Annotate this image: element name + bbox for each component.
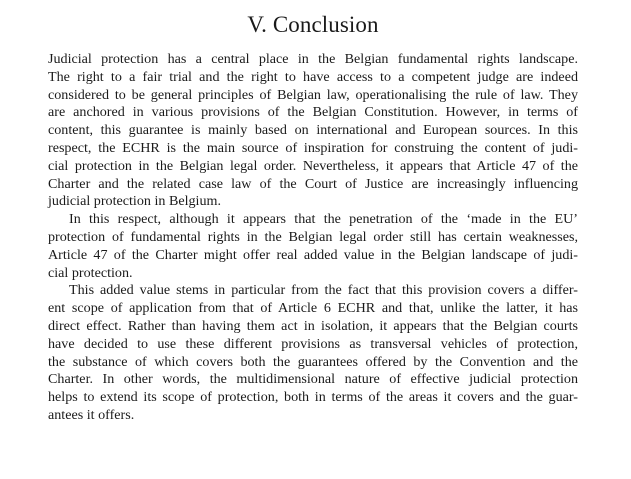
document-page	[48, 0, 578, 425]
section-title: V. Conclusion	[247, 12, 379, 37]
text-line: content, this guarantee is mainly based on international and European sources. In this	[48, 122, 578, 139]
text-line: In this respect, although it appears that the penetration of the ‘made in the EU’	[69, 211, 578, 228]
text-line: cial protection.	[48, 264, 133, 281]
text-line: Article 47 of the Charter might offer real added value in the Belgian landscape of judi-	[48, 246, 578, 263]
text-line: antees it offers.	[48, 406, 135, 423]
text-line: helps to extend its scope of protection, both in terms of the areas it covers and the guar-	[48, 389, 578, 406]
text-line: protection of fundamental rights in the Belgian legal order still has certain weaknesses,	[48, 228, 578, 245]
text-line: Charter and the related case law of the Court of Justice are increasingly influencing	[48, 175, 578, 192]
text-line: judicial protection in Belgium.	[48, 193, 222, 210]
text-line: have decided to use these different provisions as transversal vehicles of protection,	[48, 335, 578, 352]
text-line: respect, the ECHR is the main source of inspiration for construing the content of judi-	[48, 139, 578, 156]
body-text	[48, 51, 578, 425]
paragraph-1	[48, 51, 578, 211]
text-line: This added value stems in particular from the fact that this provision covers a differ-	[69, 282, 578, 299]
text-line: the substance of which covers both the guarantees offered by the Convention and the	[48, 353, 578, 370]
paragraph-2	[48, 211, 578, 282]
text-line: Judicial protection has a central place in the Belgian fundamental rights landscape.	[48, 51, 578, 67]
text-line: ent scope of application from that of Article 6 ECHR and that, unlike the latter, it has	[48, 300, 578, 317]
text-line: cial protection in the Belgian legal order. Nevertheless, it appears that Article 47 of the	[48, 157, 578, 174]
text-line: direct effect. Rather than having them act in isolation, it appears that the Belgian courts	[48, 317, 578, 334]
text-line: considered to be general principles of Belgian law, operationalising the rule of law. They	[48, 86, 578, 103]
text-line: Charter. In other words, the multidimensional nature of effective judicial protection	[48, 371, 578, 388]
text-line: are anchored in various provisions of the Belgian Constitution. However, in terms of	[48, 104, 578, 121]
paragraph-3	[48, 282, 578, 424]
text-line: The right to a fair trial and the right to have access to a competent judge are indeed	[48, 68, 578, 85]
